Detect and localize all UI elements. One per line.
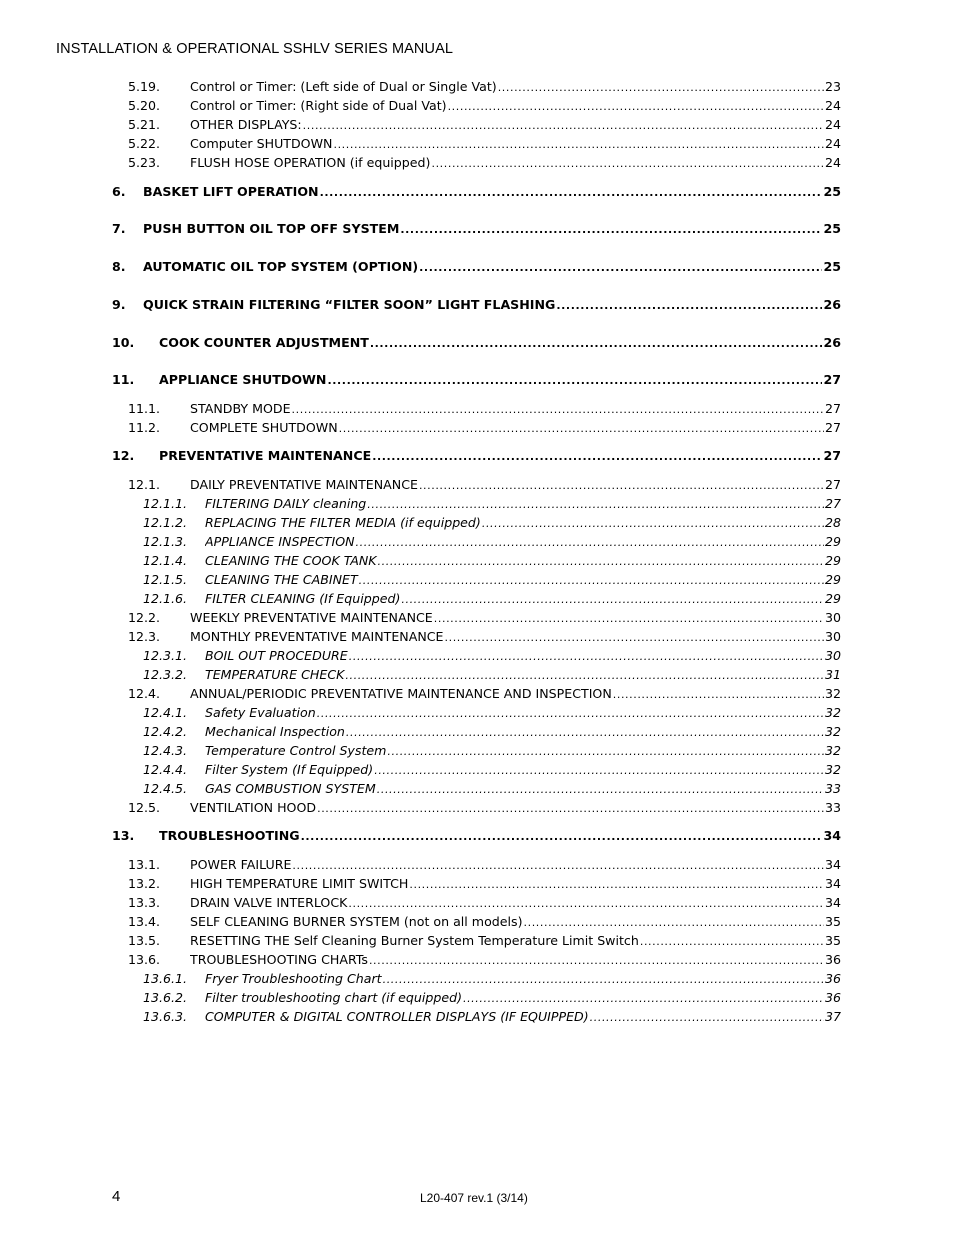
toc-entry-page: 36 <box>824 971 841 986</box>
toc-entry-page: 35 <box>824 914 841 929</box>
toc-entry-page: 28 <box>824 515 841 530</box>
toc-entry[interactable] <box>0 741 954 760</box>
toc-dot-leader <box>401 590 824 609</box>
toc-entry-number: 12.1.2. <box>143 515 188 530</box>
toc-entry[interactable] <box>0 418 954 437</box>
toc-dot-leader <box>590 1008 824 1027</box>
toc-entry-page: 29 <box>824 572 841 587</box>
toc-entry-title: PUSH BUTTON OIL TOP OFF SYSTEM <box>143 221 400 236</box>
toc-dot-leader <box>434 609 824 628</box>
toc-entry-line <box>205 1007 841 1027</box>
toc-entry-line <box>159 826 841 846</box>
toc-entry-line <box>190 399 841 419</box>
toc-dot-leader <box>349 647 824 666</box>
toc-entry-page: 24 <box>824 98 841 113</box>
toc-entry-number: 9. <box>112 297 126 312</box>
toc-entry-number: 13.2. <box>128 876 161 891</box>
toc-entry-number: 5.22. <box>128 136 161 151</box>
toc-entry-line <box>190 627 841 647</box>
toc-entry-page: 35 <box>824 933 841 948</box>
toc-dot-leader <box>367 495 824 514</box>
toc-entry[interactable] <box>0 1007 954 1026</box>
toc-dot-leader <box>378 552 824 571</box>
toc-entry[interactable] <box>0 513 954 532</box>
toc-dot-leader <box>374 761 824 780</box>
toc-entry-number: 5.23. <box>128 155 161 170</box>
toc-entry-title: TROUBLESHOOTING CHARTs <box>190 952 368 967</box>
toc-entry-line <box>205 760 841 780</box>
page-number: 4 <box>112 1188 121 1205</box>
toc-dot-leader <box>524 913 824 932</box>
toc-entry-line <box>205 779 841 799</box>
toc-dot-leader <box>498 78 824 97</box>
toc-entry-title: Control or Timer: (Right side of Dual Vat) <box>190 98 447 113</box>
toc-entry-page: 30 <box>824 648 841 663</box>
toc-entry[interactable] <box>0 931 954 950</box>
toc-entry-page: 29 <box>824 534 841 549</box>
toc-dot-leader <box>613 685 824 704</box>
toc-dot-leader <box>348 894 824 913</box>
toc-entry[interactable] <box>0 646 954 665</box>
toc-entry[interactable] <box>0 779 954 798</box>
toc-entry[interactable] <box>0 96 954 115</box>
toc-entry[interactable] <box>0 257 954 276</box>
toc-entry-title: RESETTING THE Self Cleaning Burner System Temperature Limit Switch <box>190 933 639 948</box>
toc-entry-page: 32 <box>824 724 841 739</box>
toc-entry[interactable] <box>0 608 954 627</box>
toc-entry-title: GAS COMBUSTION SYSTEM <box>205 781 376 796</box>
toc-dot-leader <box>317 704 824 723</box>
toc-entry[interactable] <box>0 370 954 389</box>
toc-entry-page: 32 <box>824 686 841 701</box>
toc-entry-title: Filter troubleshooting chart (if equipped) <box>205 990 462 1005</box>
toc-dot-leader <box>448 97 824 116</box>
toc-entry-number: 12.5. <box>128 800 161 815</box>
toc-entry-line <box>205 665 841 685</box>
toc-entry[interactable] <box>0 494 954 513</box>
toc-entry[interactable] <box>0 627 954 646</box>
toc-entry-page: 29 <box>824 591 841 606</box>
toc-entry-number: 12.4.5. <box>143 781 188 796</box>
toc-entry[interactable] <box>0 77 954 96</box>
toc-entry-line <box>205 532 841 552</box>
toc-entry-line <box>143 219 841 239</box>
toc-dot-leader <box>356 533 824 552</box>
toc-entry-number: 13.1. <box>128 857 161 872</box>
toc-entry-number: 12.4. <box>128 686 161 701</box>
toc-entry[interactable] <box>0 295 954 314</box>
toc-entry-page: 26 <box>823 335 841 350</box>
toc-entry-number: 12.2. <box>128 610 161 625</box>
toc-entry-title: BASKET LIFT OPERATION <box>143 184 319 199</box>
toc-entry[interactable] <box>0 399 954 418</box>
toc-entry-line <box>190 115 841 135</box>
toc-entry-page: 34 <box>824 876 841 891</box>
toc-entry-page: 25 <box>823 184 841 199</box>
toc-dot-leader <box>339 419 824 438</box>
toc-entry-number: 11.2. <box>128 420 161 435</box>
toc-entry-page: 32 <box>824 743 841 758</box>
toc-entry-title: POWER FAILURE <box>190 857 292 872</box>
toc-entry-page: 33 <box>824 781 841 796</box>
toc-entry-number: 11. <box>112 372 135 387</box>
toc-entry-title: COOK COUNTER ADJUSTMENT <box>159 335 369 350</box>
toc-dot-leader <box>431 154 824 173</box>
toc-entry-title: ANNUAL/PERIODIC PREVENTATIVE MAINTENANCE AND INSPECTION <box>190 686 612 701</box>
toc-entry-number: 5.20. <box>128 98 161 113</box>
toc-entry-page: 25 <box>823 221 841 236</box>
toc-entry-title: SELF CLEANING BURNER SYSTEM (not on all models) <box>190 914 523 929</box>
toc-dot-leader <box>370 334 823 353</box>
toc-entry-page: 36 <box>824 990 841 1005</box>
toc-entry[interactable] <box>0 826 954 845</box>
toc-entry-line <box>190 608 841 628</box>
toc-entry-title: AUTOMATIC OIL TOP SYSTEM (OPTION) <box>143 259 419 274</box>
toc-entry-number: 12.4.4. <box>143 762 188 777</box>
toc-dot-leader <box>303 116 824 135</box>
toc-entry-number: 12.1.4. <box>143 553 188 568</box>
toc-entry[interactable] <box>0 684 954 703</box>
toc-entry-page: 24 <box>824 117 841 132</box>
toc-entry-number: 12.4.3. <box>143 743 188 758</box>
toc-entry-title: APPLIANCE SHUTDOWN <box>159 372 327 387</box>
toc-entry-title: WEEKLY PREVENTATIVE MAINTENANCE <box>190 610 433 625</box>
toc-entry-line <box>190 931 841 951</box>
toc-entry-line <box>205 570 841 590</box>
toc-entry-number: 6. <box>112 184 126 199</box>
toc-dot-leader <box>372 447 822 466</box>
toc-entry[interactable] <box>0 134 954 153</box>
toc-entry-page: 24 <box>824 136 841 151</box>
toc-dot-leader <box>317 799 824 818</box>
toc-dot-leader <box>640 932 824 951</box>
toc-entry-line <box>205 551 841 571</box>
toc-dot-leader <box>377 780 824 799</box>
toc-entry-page: 32 <box>824 705 841 720</box>
toc-entry[interactable] <box>0 855 954 874</box>
toc-entry-page: 33 <box>824 800 841 815</box>
toc-entry-number: 5.19. <box>128 79 161 94</box>
toc-dot-leader <box>400 220 822 239</box>
toc-entry[interactable] <box>0 950 954 969</box>
toc-entry[interactable] <box>0 532 954 551</box>
toc-dot-leader <box>301 827 823 846</box>
toc-entry[interactable] <box>0 703 954 722</box>
toc-entry-title: MONTHLY PREVENTATIVE MAINTENANCE <box>190 629 444 644</box>
toc-dot-leader <box>333 135 824 154</box>
toc-entry-number: 13.6.2. <box>143 990 188 1005</box>
toc-entry-page: 27 <box>823 372 841 387</box>
toc-entry[interactable] <box>0 969 954 988</box>
toc-entry-number: 12.3. <box>128 629 161 644</box>
toc-entry-line <box>159 370 841 390</box>
toc-dot-leader <box>346 723 824 742</box>
toc-entry-title: BOIL OUT PROCEDURE <box>205 648 348 663</box>
toc-entry-page: 32 <box>824 762 841 777</box>
toc-entry[interactable] <box>0 115 954 134</box>
toc-entry-number: 12.1.5. <box>143 572 188 587</box>
toc-dot-leader <box>327 371 822 390</box>
toc-entry[interactable] <box>0 760 954 779</box>
toc-entry-page: 29 <box>824 553 841 568</box>
toc-entry-line <box>190 798 841 818</box>
toc-dot-leader <box>463 989 824 1008</box>
toc-entry-line <box>143 295 841 315</box>
toc-entry-line <box>205 513 841 533</box>
toc-entry-number: 11.1. <box>128 401 161 416</box>
toc-dot-leader <box>445 628 824 647</box>
toc-entry-number: 12.4.2. <box>143 724 188 739</box>
toc-entry-line <box>190 893 841 913</box>
toc-entry-page: 26 <box>823 297 841 312</box>
toc-entry-page: 25 <box>823 259 841 274</box>
toc-entry-title: TROUBLESHOOTING <box>159 828 300 843</box>
toc-entry-line <box>205 646 841 666</box>
toc-entry[interactable] <box>0 182 954 201</box>
toc-entry-number: 13.5. <box>128 933 161 948</box>
toc-entry-line <box>143 182 841 202</box>
toc-entry-title: FILTER CLEANING (If Equipped) <box>205 591 401 606</box>
toc-dot-leader <box>482 514 824 533</box>
toc-entry-line <box>190 96 841 116</box>
toc-entry-title: DRAIN VALVE INTERLOCK <box>190 895 348 910</box>
toc-entry-page: 36 <box>824 952 841 967</box>
toc-entry[interactable] <box>0 475 954 494</box>
toc-entry-title: Safety Evaluation <box>205 705 316 720</box>
toc-entry-title: CLEANING THE CABINET <box>205 572 358 587</box>
toc-dot-leader <box>345 666 824 685</box>
toc-entry-line <box>190 475 841 495</box>
toc-entry-page: 23 <box>824 79 841 94</box>
toc-entry-line <box>190 77 841 97</box>
toc-entry-line <box>190 684 841 704</box>
toc-entry-title: Fryer Troubleshooting Chart <box>205 971 382 986</box>
toc-dot-leader <box>369 951 824 970</box>
toc-entry-line <box>205 722 841 742</box>
toc-entry-line <box>190 418 841 438</box>
toc-entry-number: 12. <box>112 448 135 463</box>
toc-entry-page: 30 <box>824 610 841 625</box>
toc-entry-line <box>205 741 841 761</box>
toc-entry-number: 13.3. <box>128 895 161 910</box>
toc-entry-title: Computer SHUTDOWN <box>190 136 333 151</box>
toc-entry-line <box>159 446 841 466</box>
document-revision: L20-407 rev.1 (3/14) <box>420 1191 528 1205</box>
toc-entry[interactable] <box>0 570 954 589</box>
toc-entry[interactable] <box>0 874 954 893</box>
toc-entry-line <box>190 855 841 875</box>
toc-entry-title: Mechanical Inspection <box>205 724 345 739</box>
toc-entry-number: 10. <box>112 335 135 350</box>
toc-entry-number: 7. <box>112 221 126 236</box>
toc-dot-leader <box>359 571 824 590</box>
toc-entry[interactable] <box>0 153 954 172</box>
toc-entry-line <box>190 153 841 173</box>
toc-entry-page: 24 <box>824 155 841 170</box>
toc-entry-number: 12.3.2. <box>143 667 188 682</box>
toc-entry-number: 12.3.1. <box>143 648 188 663</box>
toc-entry-page: 34 <box>823 828 841 843</box>
toc-entry-title: FLUSH HOSE OPERATION (if equipped) <box>190 155 431 170</box>
toc-entry-number: 13.6. <box>128 952 161 967</box>
toc-entry-title: COMPLETE SHUTDOWN <box>190 420 338 435</box>
toc-entry-number: 13. <box>112 828 135 843</box>
toc-dot-leader <box>320 183 823 202</box>
toc-dot-leader <box>292 400 824 419</box>
toc-entry-line <box>205 969 841 989</box>
toc-entry[interactable] <box>0 665 954 684</box>
toc-entry[interactable] <box>0 722 954 741</box>
toc-entry-number: 13.6.3. <box>143 1009 188 1024</box>
toc-entry-page: 34 <box>824 857 841 872</box>
page-header-title: INSTALLATION & OPERATIONAL SSHLV SERIES MANUAL <box>56 41 454 57</box>
toc-entry-title: VENTILATION HOOD <box>190 800 317 815</box>
toc-entry-title: STANDBY MODE <box>190 401 291 416</box>
toc-entry-title: CLEANING THE COOK TANK <box>205 553 377 568</box>
toc-entry-page: 37 <box>824 1009 841 1024</box>
toc-entry-title: TEMPERATURE CHECK <box>205 667 345 682</box>
toc-entry-page: 31 <box>824 667 841 682</box>
toc-entry-page: 34 <box>824 895 841 910</box>
toc-entry-line <box>205 494 841 514</box>
toc-entry[interactable] <box>0 988 954 1007</box>
toc-entry[interactable] <box>0 219 954 238</box>
toc-entry-number: 12.4.1. <box>143 705 188 720</box>
toc-entry-title: COMPUTER & DIGITAL CONTROLLER DISPLAYS (IF EQUIPPED) <box>205 1009 589 1024</box>
toc-entry-page: 27 <box>824 477 841 492</box>
toc-entry-title: FILTERING DAILY cleaning <box>205 496 367 511</box>
toc-entry-line <box>205 589 841 609</box>
toc-entry-page: 27 <box>823 448 841 463</box>
toc-entry-number: 12.1.1. <box>143 496 188 511</box>
toc-entry-line <box>190 874 841 894</box>
toc-dot-leader <box>556 296 822 315</box>
toc-entry-line <box>190 912 841 932</box>
toc-entry-page: 27 <box>824 496 841 511</box>
toc-entry[interactable] <box>0 589 954 608</box>
toc-entry-line <box>190 950 841 970</box>
toc-entry-title: REPLACING THE FILTER MEDIA (if equipped) <box>205 515 481 530</box>
toc-entry-title: Temperature Control System <box>205 743 387 758</box>
toc-entry[interactable] <box>0 912 954 931</box>
toc-entry-line <box>205 703 841 723</box>
toc-entry[interactable] <box>0 446 954 465</box>
toc-entry-number: 5.21. <box>128 117 161 132</box>
toc-entry-title: Control or Timer: (Left side of Dual or Single Vat) <box>190 79 497 94</box>
toc-entry-line <box>205 988 841 1008</box>
toc-dot-leader <box>419 258 822 277</box>
toc-entry[interactable] <box>0 893 954 912</box>
toc-entry-page: 27 <box>824 420 841 435</box>
toc-entry-title: OTHER DISPLAYS: <box>190 117 302 132</box>
toc-entry[interactable] <box>0 798 954 817</box>
toc-dot-leader <box>387 742 824 761</box>
toc-entry-title: QUICK STRAIN FILTERING “FILTER SOON” LIGHT FLASHING <box>143 297 556 312</box>
toc-dot-leader <box>292 856 824 875</box>
toc-entry-line <box>159 333 841 353</box>
toc-entry-number: 13.6.1. <box>143 971 188 986</box>
toc-entry-title: PREVENTATIVE MAINTENANCE <box>159 448 372 463</box>
toc-entry-title: APPLIANCE INSPECTION <box>205 534 355 549</box>
toc-entry[interactable] <box>0 551 954 570</box>
toc-entry-number: 13.4. <box>128 914 161 929</box>
toc-entry[interactable] <box>0 333 954 352</box>
toc-entry-title: DAILY PREVENTATIVE MAINTENANCE <box>190 477 418 492</box>
toc-dot-leader <box>419 476 824 495</box>
toc-dot-leader <box>409 875 824 894</box>
toc-entry-number: 12.1.6. <box>143 591 188 606</box>
toc-entry-number: 12.1. <box>128 477 161 492</box>
toc-entry-title: Filter System (If Equipped) <box>205 762 374 777</box>
toc-entry-page: 30 <box>824 629 841 644</box>
toc-entry-line <box>143 257 841 277</box>
toc-entry-title: HIGH TEMPERATURE LIMIT SWITCH <box>190 876 409 891</box>
toc-entry-number: 8. <box>112 259 126 274</box>
toc-dot-leader <box>383 970 824 989</box>
toc-entry-line <box>190 134 841 154</box>
toc-entry-number: 12.1.3. <box>143 534 188 549</box>
toc-entry-page: 27 <box>824 401 841 416</box>
